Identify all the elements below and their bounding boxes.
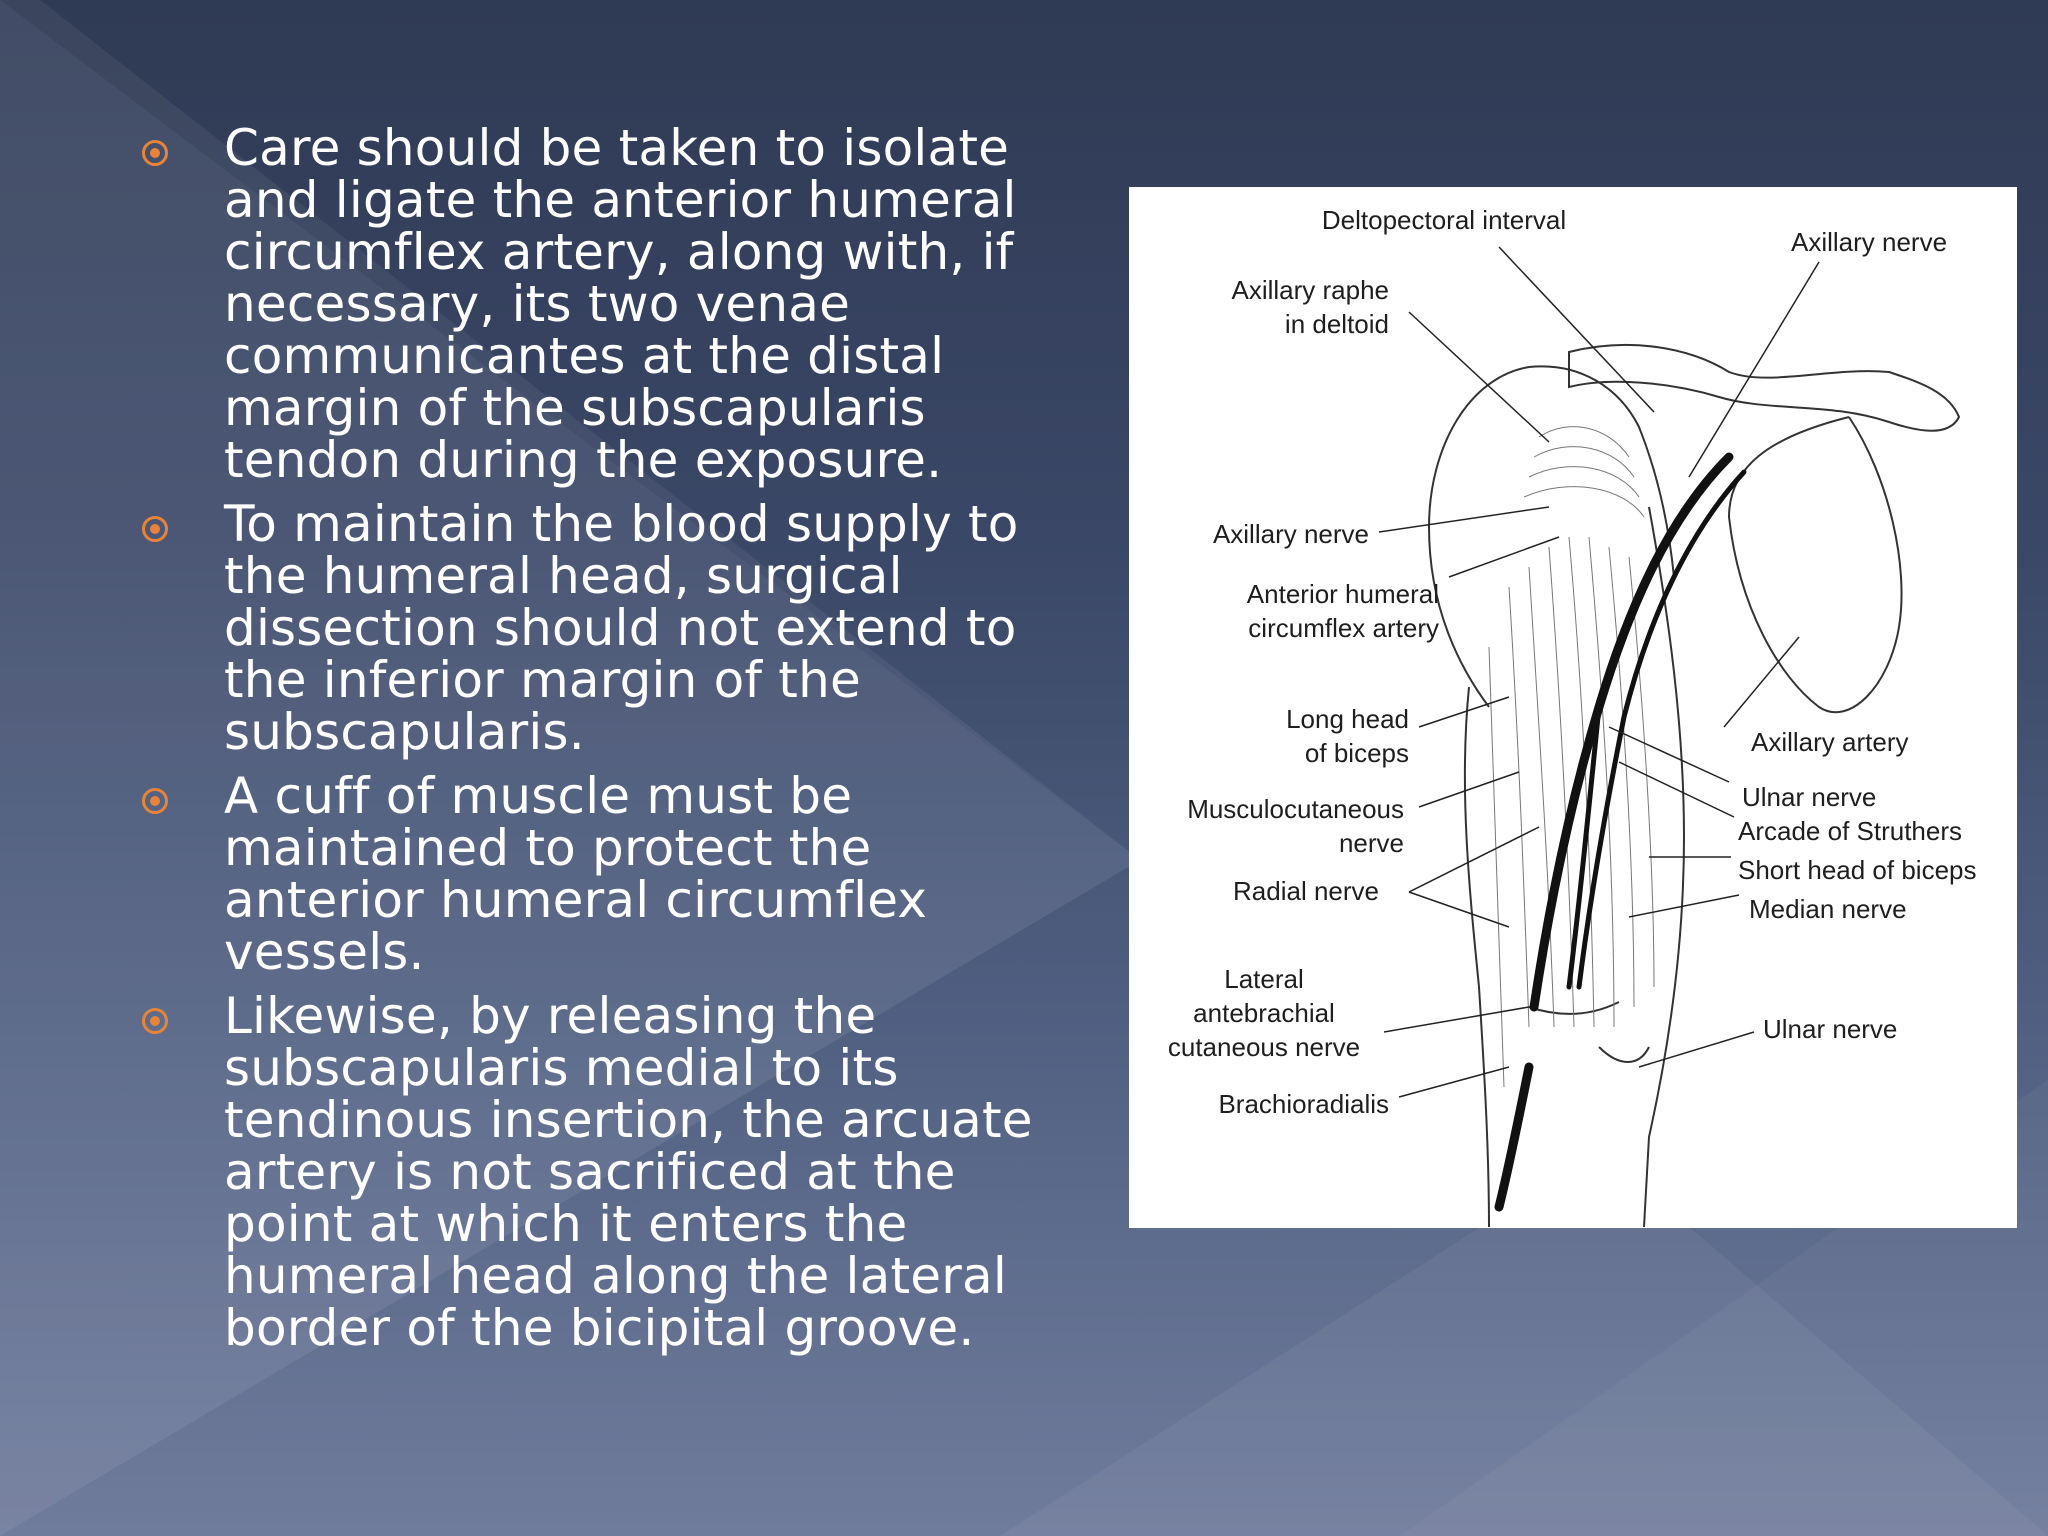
bullet-list: [136, 119, 1076, 1366]
label-ulnar-nerve-upper: Ulnar nerve: [1742, 782, 1877, 812]
anatomy-figure: [1129, 187, 2017, 1228]
label-brachioradialis: Brachioradialis: [1218, 1089, 1389, 1119]
bullet-item: [136, 495, 1076, 761]
bullet-item: [136, 767, 1076, 981]
label-musculocutaneous-nerve: Musculocutaneous nerve: [1187, 794, 1404, 858]
bullet-text: Care should be taken to isolate and ligate the anterior humeral circumflex artery, along with, if necessary, its two venae communicantes at the distal margin of the subscapularis tendon during the exposure.: [224, 119, 1017, 489]
bullet-text: Likewise, by releasing the subscapularis medial to its tendinous insertion, the arcuate artery is not sacrificed at the point at which it enters the humeral head along the lateral border of the bicipital groove.: [224, 987, 1033, 1357]
label-anterior-humeral-circumflex: Anterior humeral circumflex artery: [1246, 579, 1439, 643]
label-arcade-of-struthers: Arcade of Struthers: [1738, 816, 1962, 846]
bullet-text: To maintain the blood supply to the humeral head, surgical dissection should not extend to the inferior margin of the subscapularis.: [224, 495, 1019, 761]
label-median-nerve: Median nerve: [1749, 894, 1907, 924]
circle-dot-icon: [142, 516, 168, 542]
label-deltopectoral-interval: Deltopectoral interval: [1321, 205, 1567, 235]
label-ulnar-nerve-lower: Ulnar nerve: [1763, 1014, 1898, 1044]
bullet-item: [136, 987, 1076, 1357]
label-long-head-biceps: Long head of biceps: [1286, 704, 1409, 768]
circle-dot-icon: [142, 788, 168, 814]
label-axillary-raphe: Axillary raphe in deltoid: [1231, 275, 1389, 339]
circle-dot-icon: [142, 1008, 168, 1034]
bullet-item: [136, 119, 1076, 489]
label-short-head-biceps: Short head of biceps: [1738, 855, 1977, 885]
label-axillary-nerve-top: Axillary nerve: [1791, 227, 1948, 257]
label-axillary-nerve-left: Axillary nerve: [1212, 519, 1369, 549]
bullet-text: A cuff of muscle must be maintained to protect the anterior humeral circumflex vessels.: [224, 767, 928, 981]
label-lateral-antebrachial: Lateral antebrachial cutaneous nerve: [1167, 964, 1361, 1062]
label-axillary-artery: Axillary artery: [1751, 727, 1909, 757]
circle-dot-icon: [142, 140, 168, 166]
label-radial-nerve: Radial nerve: [1233, 876, 1379, 906]
